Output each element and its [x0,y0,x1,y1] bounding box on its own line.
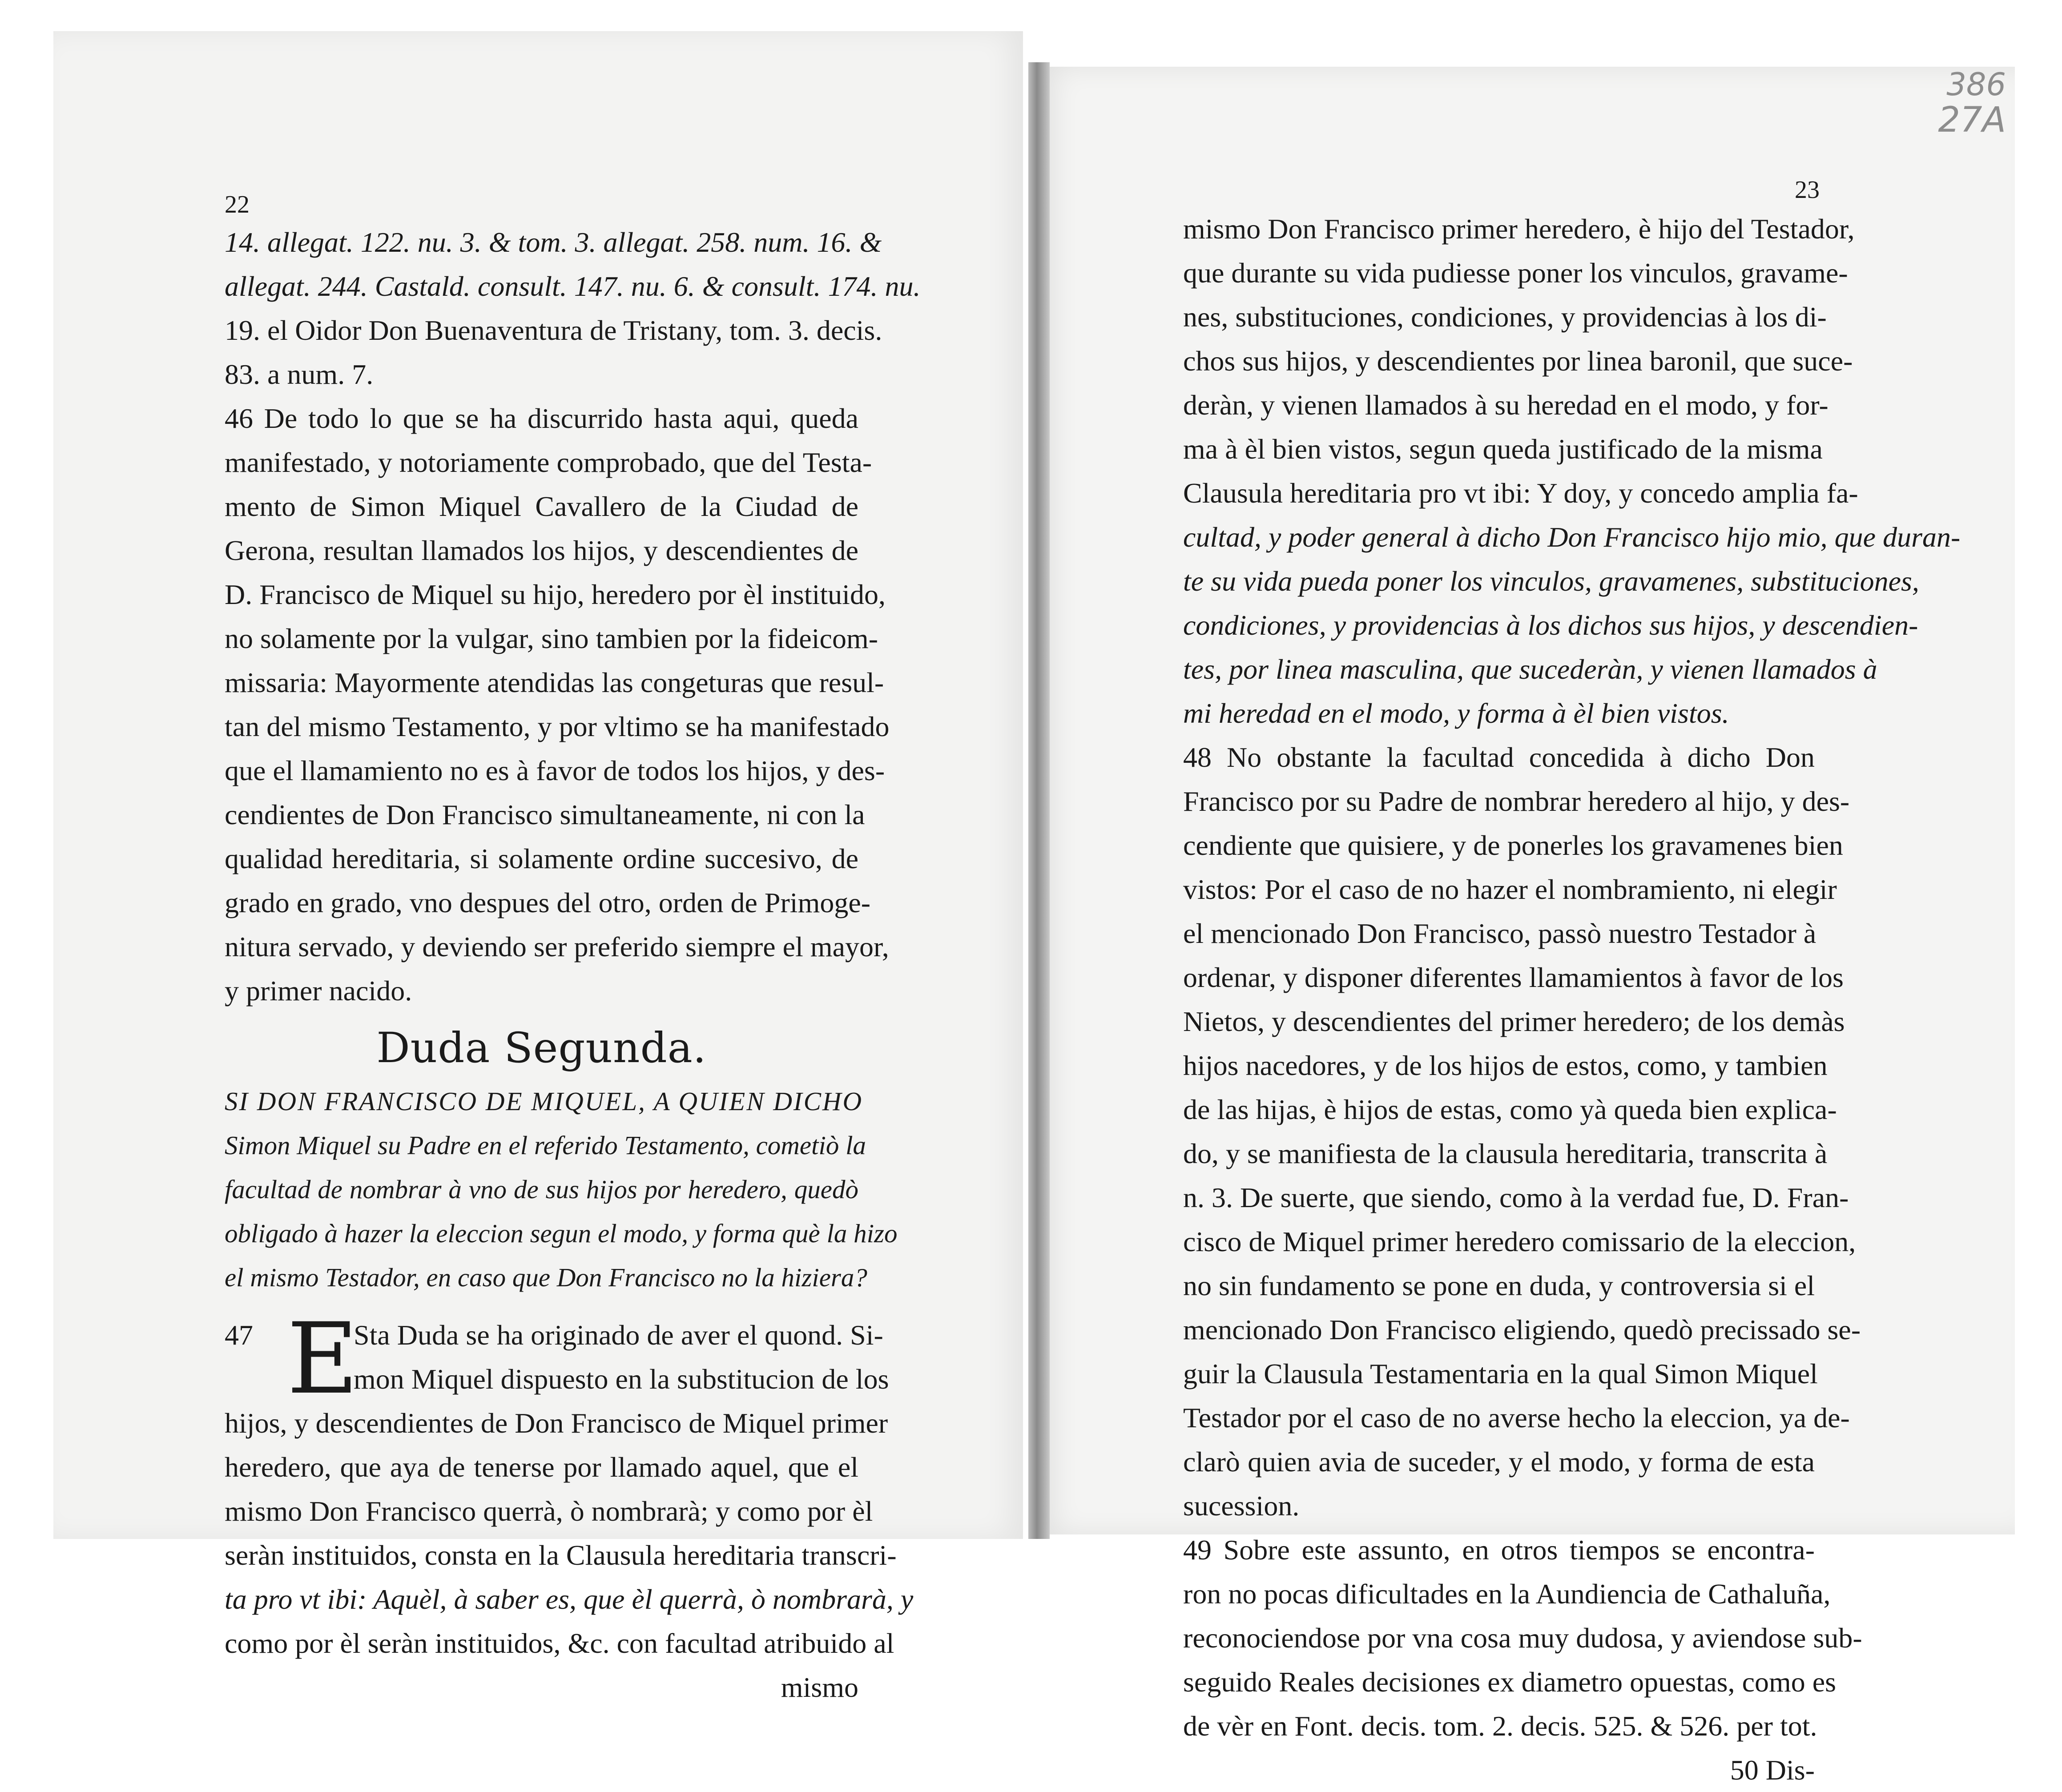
para47-block [225,1302,914,1709]
para46-line: tan del mismo Testamento, y por vltimo se ha manifestado [225,711,890,742]
para-cont-line: mismo Don Francisco primer heredero, è hijo del Testador, [1183,213,1855,245]
para47-line: mon Miquel dispuesto en la substitucion de los [354,1363,889,1395]
para46-line: y primer nacido. [225,975,412,1007]
left-text-column [225,189,921,1709]
para-cont-line: mi heredad en el modo, y forma à èl bien vistos. [1183,697,1729,729]
archive-note-line2: 27A [1938,100,2006,140]
para-cont-line: chos sus hijos, y descendientes por linea baronil, que suce- [1183,345,1853,377]
para-cont-line: Clausula hereditaria pro vt ibi: Y doy, y concedo amplia fa- [1183,477,1858,509]
para-cont-line: ma à èl bien vistos, segun queda justificado de la misma [1183,433,1823,465]
question-line: obligado à hazer la eleccion segun el modo, y forma què la hizo [225,1219,898,1248]
para47-number: 47 [225,1319,253,1351]
page-number-right: 23 [1795,176,1820,204]
para48-line: mencionado Don Francisco eligiendo, quedò precissado se- [1183,1314,1861,1345]
para46-line: manifestado, y notoriamente comprobado, que del Testa- [225,447,872,478]
para48-line: Francisco por su Padre de nombrar heredero al hijo, y des- [1183,785,1850,817]
para48-line: el mencionado Don Francisco, passò nuestro Testador à [1183,918,1816,949]
question-block [225,1079,898,1300]
para47-line: heredero, que aya de tenerse por llamado aquel, que el [225,1451,858,1483]
para46-line: D. Francisco de Miquel su hijo, heredero por èl instituido, [225,579,886,610]
para48-line: hijos nacedores, y de los hijos de estos, como, y tambien [1183,1050,1828,1081]
para46-line: Gerona, resultan llamados los hijos, y descendientes de [225,535,858,566]
para-cont-line: tes, por linea masculina, que sucederàn, y vienen llamados à [1183,653,1877,685]
citation-line: 19. el Oidor Don Buenaventura de Tristany, tom. 3. decis. [225,314,882,346]
catchword-right: 50 Dis- [1730,1754,1815,1786]
para46-line: missaria: Mayormente atendidas las congeturas que resul- [225,667,884,698]
para48-line: cisco de Miquel primer heredero comissario de la eleccion, [1183,1226,1856,1257]
citation-line: 14. allegat. 122. nu. 3. & tom. 3. allegat. 258. num. 16. & [225,226,882,258]
citation-line: 83. a num. 7. [225,358,374,390]
archive-pencil-note [1899,67,2006,147]
question-line: SI DON FRANCISCO DE MIQUEL, A QUIEN DICHO [225,1087,863,1116]
para48-line: clarò quien avia de suceder, y el modo, y forma de esta [1183,1446,1815,1478]
para-cont-line: nes, substituciones, condiciones, y providencias à los di- [1183,301,1827,333]
para48-line: ordenar, y disponer diferentes llamamientos à favor de los [1183,962,1844,993]
section-heading: Duda Segunda. [376,1024,707,1072]
right-text-column [1183,207,1961,1792]
drop-cap-letter: E [287,1302,358,1416]
para48-line: do, y se manifiesta de la clausula hereditaria, transcrita à [1183,1138,1828,1169]
para46-line: que el llamamiento no es à favor de todos los hijos, y des- [225,755,885,786]
para47-line: hijos, y descendientes de Don Francisco de Miquel primer [225,1407,888,1439]
citation-line: allegat. 244. Castald. consult. 147. nu. 6. & consult. 174. nu. [225,270,921,302]
archive-note-line1: 386 [1946,66,2006,103]
para48-line: n. 3. De suerte, que siendo, como à la verdad fue, D. Fran- [1183,1182,1849,1213]
para48-line: de las hijas, è hijos de estas, como yà queda bien explica- [1183,1094,1837,1125]
question-line: Simon Miquel su Padre en el referido Testamento, cometiò la [225,1131,866,1160]
para-cont-line: deràn, y vienen llamados à su heredad en el modo, y for- [1183,389,1828,421]
para49-line: seguido Reales decisiones ex diametro opuestas, como es [1183,1666,1836,1698]
para47-line: ta pro vt ibi: Aquèl, à saber es, que èl querrà, ò nombrarà, y [225,1583,914,1615]
question-line: facultad de nombrar à vno de sus hijos por heredero, quedò [225,1175,858,1204]
para46-line: no solamente por la vulgar, sino tambien por la fideicom- [225,623,878,654]
book-gutter [1028,62,1050,1539]
catchword-left: mismo [781,1671,858,1703]
para-cont-line: que durante su vida pudiesse poner los vinculos, gravame- [1183,257,1848,289]
para49-line: de vèr en Font. decis. tom. 2. decis. 525. & 526. per tot. [1183,1710,1817,1742]
page-number-left: 22 [225,191,250,218]
para48-line: sucession. [1183,1490,1300,1522]
para-cont-line: cultad, y poder general à dicho Don Francisco hijo mio, que duran- [1183,521,1961,553]
para49-line: 49 Sobre este assunto, en otros tiempos se encontra- [1183,1534,1815,1566]
para46-line: mento de Simon Miquel Cavallero de la Ciudad de [225,491,858,522]
para49-line: ron no pocas dificultades en la Aundiencia de Cathaluña, [1183,1578,1831,1610]
para46-line: 46 De todo lo que se ha discurrido hasta aqui, queda [225,403,858,434]
para49-line: reconociendose por vna cosa muy dudosa, y aviendose sub- [1183,1622,1862,1654]
para47-line: mismo Don Francisco querrà, ò nombrarà; y como por èl [225,1495,873,1527]
para48-line: guir la Clausula Testamentaria en la qual Simon Miquel [1183,1358,1818,1389]
para46-line: nitura servado, y deviendo ser preferido siempre el mayor, [225,931,889,962]
para48-line: vistos: Por el caso de no hazer el nombramiento, ni elegir [1183,874,1837,905]
para48-line: 48 No obstante la facultad concedida à dicho Don [1183,741,1815,773]
para48-line: Nietos, y descendientes del primer heredero; de los demàs [1183,1006,1845,1037]
para-cont-line: condiciones, y providencias à los dichos sus hijos, y descendien- [1183,609,1918,641]
para47-line: seràn instituidos, consta en la Clausula hereditaria transcri- [225,1539,897,1571]
para46-line: qualidad hereditaria, si solamente ordine succesivo, de [225,843,858,874]
para48-line: cendiente que quisiere, y de ponerles los gravamenes bien [1183,830,1843,861]
para47-line: Sta Duda se ha originado de aver el quond. Si- [354,1319,883,1351]
para47-line: como por èl seràn instituidos, &c. con facultad atribuido al [225,1627,894,1659]
para48-line: no sin fundamento se pone en duda, y controversia si el [1183,1270,1815,1301]
para48-line: Testador por el caso de no averse hecho la eleccion, ya de- [1183,1402,1850,1434]
para-cont-line: te su vida pueda poner los vinculos, gravamenes, substituciones, [1183,565,1919,597]
para46-line: cendientes de Don Francisco simultaneamente, ni con la [225,799,865,830]
para46-line: grado en grado, vno despues del otro, orden de Primoge- [225,887,871,918]
question-line: el mismo Testador, en caso que Don Francisco no la hiziera? [225,1263,867,1292]
